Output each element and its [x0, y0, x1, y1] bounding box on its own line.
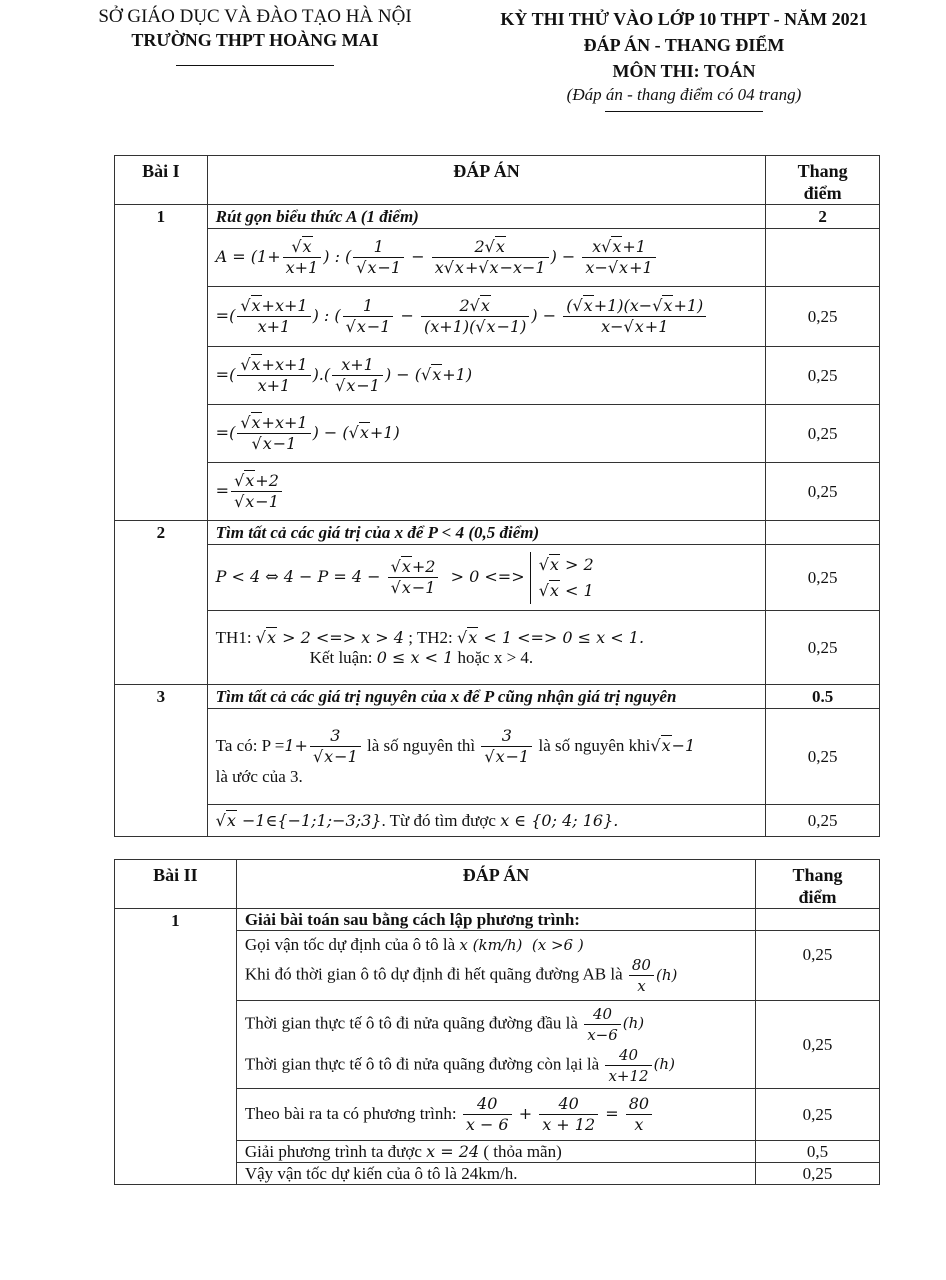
solution-row: Thời gian thực tế ô tô đi nửa quãng đường đầu là $\frac{40}{x-6}$ (h) Thời gian thực tế ô tô đi nửa quãng đường còn lại là $\frac{40}{x+12}$ (h) — [236, 1001, 755, 1089]
solution-row: Gọi vận tốc dự định của ô tô là x (km/h) (x >6 ) Khi đó thời gian ô tô dự định đi hết quãng đường AB là $\frac{80}{x}$ (h) — [236, 931, 755, 1001]
score-cell: 0,25 — [766, 805, 880, 837]
score-cell: 0,25 — [766, 287, 880, 347]
school-header — [62, 6, 448, 66]
question-number: 1 — [115, 205, 208, 521]
col-header-dap-an: ĐÁP ÁN — [207, 156, 766, 205]
thang-label: Thang — [792, 865, 843, 885]
score-cell: 0,25 — [756, 1163, 880, 1185]
diem-label: điểm — [803, 183, 842, 203]
subject-title: MÔN THI: TOÁN — [612, 61, 756, 81]
score-cell: 0,25 — [756, 931, 880, 1001]
thang-label: Thang — [797, 161, 848, 181]
question-number: 3 — [115, 685, 208, 837]
formula-row: TH1: √x > 2 <=> x > 4 ; TH2: √x < 1 <=> 0 ≤ x < 1. Kết luận: 0 ≤ x < 1 hoặc x > 4. — [207, 611, 766, 685]
score-cell — [766, 521, 880, 545]
score-cell: 0,25 — [766, 347, 880, 405]
case-2-label: ; TH2: — [408, 627, 453, 647]
score-cell: 0,25 — [756, 1001, 880, 1089]
answer-key-title: ĐÁP ÁN - THANG ĐIỂM — [583, 35, 785, 55]
col-header-bai: Bài I — [115, 156, 208, 205]
score-cell: 0,25 — [766, 545, 880, 611]
text-fragment: Giải phương trình ta được — [244, 1141, 422, 1161]
text-fragment: Gọi vận tốc dự định của ô tô là — [244, 935, 456, 954]
solution-row: Vậy vận tốc dự kiến của ô tô là 24km/h. — [236, 1163, 755, 1185]
question-title: Rút gọn biểu thức A (1 điểm) — [207, 205, 766, 229]
text-fragment: là ước của 3. — [215, 767, 303, 786]
conclusion-tail: hoặc x > 4. — [457, 647, 534, 667]
conclusion-label: Kết luận: — [309, 647, 373, 667]
formula-row: = $\frac{√x+2}{√x-1}$ — [207, 463, 766, 521]
question-points: 0.5 — [766, 685, 880, 709]
score-cell — [766, 229, 880, 287]
question-number: 1 — [115, 909, 237, 1185]
diem-label: điểm — [798, 887, 837, 907]
score-cell: 0,25 — [766, 405, 880, 463]
header-divider — [176, 65, 334, 66]
solution-row: Giải phương trình ta được x = 24 ( thỏa mãn) — [236, 1141, 755, 1163]
col-header-bai: Bài II — [115, 860, 237, 909]
formula-row: A = (1+ $\frac{√x}{x+1}$ ) : ( $\frac{1}{√x-1}$ − $\frac{2√x}{x√x+√x-x-1}$ ) − $\frac{x√x+1}{x-√x+1}$ — [207, 229, 766, 287]
score-cell: 0,25 — [766, 463, 880, 521]
score-cell — [756, 909, 880, 931]
text-fragment: Khi đó thời gian ô tô dự định đi hết quãng đường AB là — [244, 964, 623, 984]
question-number: 2 — [115, 521, 208, 685]
department-name: SỞ GIÁO DỤC VÀ ĐÀO TẠO HÀ NỘI — [98, 6, 412, 27]
solution-row: Theo bài ra ta có phương trình: $\frac{40}{x - 6}$ + $\frac{40}{x + 12}$ = $\frac{80}{x}$ — [236, 1089, 755, 1141]
col-header-thang-diem — [756, 860, 880, 909]
score-cell: 0,25 — [766, 709, 880, 805]
page-count-note: (Đáp án - thang điểm có 04 trang) — [566, 85, 802, 104]
col-header-dap-an: ĐÁP ÁN — [236, 860, 755, 909]
formula-row: =( $\frac{√x+x+1}{√x-1}$ ) − (√x+1) — [207, 405, 766, 463]
header-divider — [605, 111, 763, 112]
formula-row: √x −1∈{−1;1;−3;3}. Từ đó tìm được x ∈ {0; 4; 16}. — [207, 805, 766, 837]
text-fragment: . Từ đó tìm được — [381, 810, 496, 830]
formula-row: =( $\frac{√x+x+1}{x+1}$ ).( $\frac{x+1}{√x-1}$ ) − (√x+1) — [207, 347, 766, 405]
case-1-label: TH1: — [215, 627, 252, 647]
school-name: TRƯỜNG THPT HOÀNG MAI — [131, 30, 379, 50]
text-fragment: ( thỏa mãn) — [483, 1141, 562, 1161]
text-fragment: Ta có: P = — [215, 736, 285, 755]
formula-row: Ta có: P =1+ $\frac{3}{√x-1}$ là số nguyên thì $\frac{3}{√x-1}$ là số nguyên khi√x−1 là ước của 3. — [207, 709, 766, 805]
question-title: Tìm tất cả các giá trị nguyên của x để P cũng nhận giá trị nguyên — [207, 685, 766, 709]
score-cell: 0,25 — [756, 1089, 880, 1141]
answer-table-bai-2 — [114, 859, 880, 1185]
formula-row: =( $\frac{√x+x+1}{x+1}$ ) : ( $\frac{1}{√x-1}$ − $\frac{2√x}{(x+1)(√x-1)}$ ) − $\frac{(√x+1)(x-√x+1)}{x-√x+1}$ — [207, 287, 766, 347]
formula-row: P < 4 ⇔ 4 − P = 4 − $\frac{√x+2}{√x-1}$ > 0 <=> √x > 2 √x < 1 — [207, 545, 766, 611]
text-fragment: Thời gian thực tế ô tô đi nửa quãng đường đầu là — [244, 1013, 578, 1032]
question-points: 2 — [766, 205, 880, 229]
score-cell: 0,5 — [756, 1141, 880, 1163]
question-title: Giải bài toán sau bằng cách lập phương trình: — [236, 909, 755, 931]
question-title: Tìm tất cả các giá trị của x để P < 4 (0,5 điểm) — [207, 521, 766, 545]
answer-table-bai-1 — [114, 155, 880, 837]
text-fragment: là số nguyên thì — [367, 736, 476, 755]
text-fragment: Theo bài ra ta có phương trình: — [244, 1104, 457, 1123]
col-header-thang-diem — [766, 156, 880, 205]
exam-title: KỲ THI THỬ VÀO LỚP 10 THPT - NĂM 2021 — [500, 9, 868, 29]
text-fragment: là số nguyên khi — [538, 736, 651, 755]
exam-header — [470, 6, 898, 112]
score-cell: 0,25 — [766, 611, 880, 685]
text-fragment: Thời gian thực tế ô tô đi nửa quãng đường còn lại là — [244, 1054, 600, 1073]
